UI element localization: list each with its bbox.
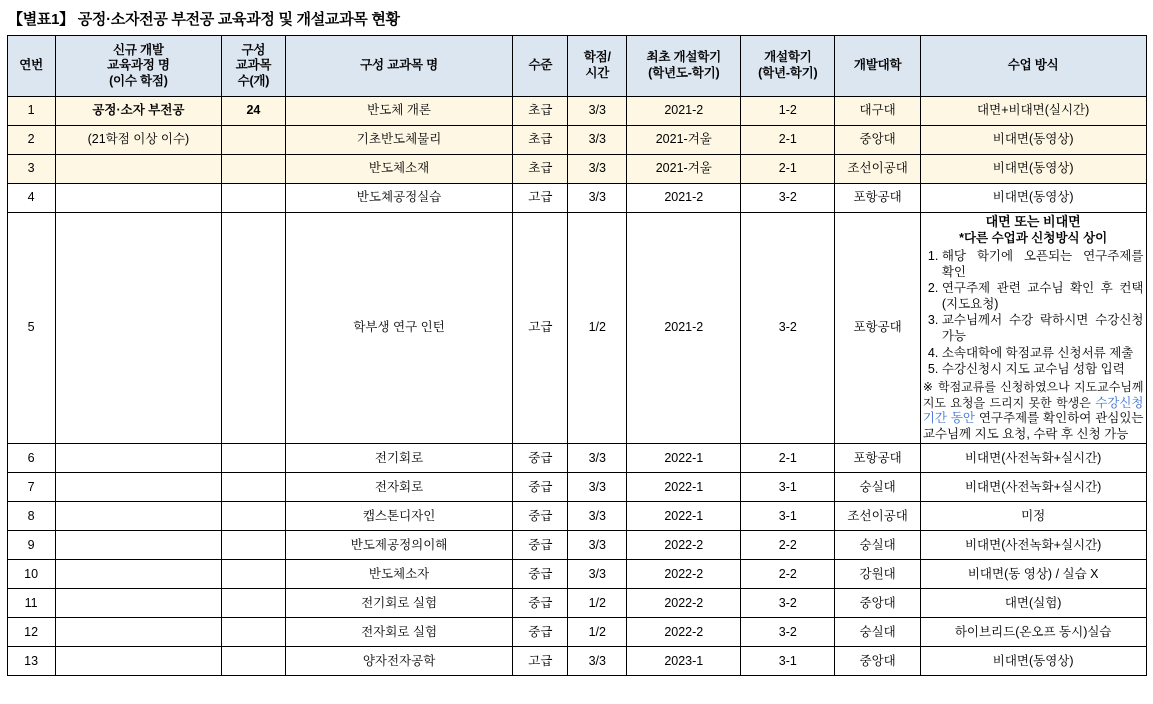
column-header-university: 개발대학 — [835, 36, 920, 97]
cell-first-semester: 2021-2 — [627, 97, 741, 126]
cell-level: 고급 — [513, 213, 568, 444]
cell-no: 5 — [7, 213, 55, 444]
cell-program — [55, 184, 221, 213]
cell-count — [222, 618, 286, 647]
cell-no: 8 — [7, 502, 55, 531]
cell-credit: 3/3 — [568, 126, 627, 155]
cell-first-semester: 2022-2 — [627, 589, 741, 618]
cell-credit: 3/3 — [568, 473, 627, 502]
page-title: 【별표1】 공정·소자전공 부전공 교육과정 및 개설교과목 현황 — [8, 11, 400, 28]
cell-program — [55, 589, 221, 618]
cell-program — [55, 618, 221, 647]
cell-count — [222, 184, 286, 213]
cell-semester: 3-2 — [741, 618, 835, 647]
table-row — [7, 213, 1146, 444]
method-heading: 대면 또는 비대면 — [985, 214, 1081, 229]
curriculum-table — [7, 35, 1147, 676]
cell-semester: 3-2 — [741, 184, 835, 213]
table-row — [7, 184, 1146, 213]
cell-subject: 반도쳬공정실습 — [285, 184, 513, 213]
cell-university: 포항공대 — [835, 444, 920, 473]
cell-count — [222, 213, 286, 444]
cell-method: 대면(실험) — [920, 589, 1146, 618]
cell-program — [55, 473, 221, 502]
cell-level: 초급 — [513, 126, 568, 155]
cell-semester: 3-2 — [741, 213, 835, 444]
cell-university: 포항공대 — [835, 184, 920, 213]
table-row — [7, 647, 1146, 676]
cell-level: 중급 — [513, 473, 568, 502]
cell-program — [55, 531, 221, 560]
cell-program — [55, 647, 221, 676]
cell-subject: 전기회로 실험 — [285, 589, 513, 618]
cell-university: 숭실대 — [835, 473, 920, 502]
cell-first-semester: 2021-2 — [627, 184, 741, 213]
cell-program: (21학점 이상 이수) — [55, 126, 221, 155]
cell-subject: 반도제공정의이해 — [285, 531, 513, 560]
cell-first-semester: 2022-1 — [627, 502, 741, 531]
column-header-program: 신규 개발 교육과정 명 (이수 학점) — [55, 36, 221, 97]
column-header-first-semester: 최초 개설학기 (학년도-학기) — [627, 36, 741, 97]
cell-first-semester: 2022-2 — [627, 560, 741, 589]
cell-level: 중급 — [513, 531, 568, 560]
column-header-no: 연번 — [7, 36, 55, 97]
table-row — [7, 531, 1146, 560]
cell-subject: 반도체소자 — [285, 560, 513, 589]
cell-semester: 2-1 — [741, 126, 835, 155]
method-note-prefix: ※ 학점교류를 신청하였으나 지도교수님께 지도 요청을 드리지 못한 학생은 — [922, 379, 1144, 410]
cell-university: 대구대 — [835, 97, 920, 126]
cell-semester: 1-2 — [741, 97, 835, 126]
cell-no: 13 — [7, 647, 55, 676]
cell-credit: 3/3 — [568, 647, 627, 676]
column-header-count: 구성 교과목 수(개) — [222, 36, 286, 97]
cell-credit: 3/3 — [568, 97, 627, 126]
cell-credit: 3/3 — [568, 560, 627, 589]
cell-subject: 기초반도체물리 — [285, 126, 513, 155]
cell-university: 중앙대 — [835, 589, 920, 618]
cell-no: 10 — [7, 560, 55, 589]
cell-level: 고급 — [513, 184, 568, 213]
cell-university: 숭실대 — [835, 618, 920, 647]
cell-level: 중급 — [513, 444, 568, 473]
cell-no: 9 — [7, 531, 55, 560]
cell-credit: 3/3 — [568, 444, 627, 473]
cell-count: 24 — [222, 97, 286, 126]
cell-university: 조선이공대 — [835, 155, 920, 184]
table-row — [7, 444, 1146, 473]
table-row — [7, 155, 1146, 184]
cell-program — [55, 502, 221, 531]
cell-first-semester: 2022-2 — [627, 618, 741, 647]
cell-program — [55, 155, 221, 184]
cell-method: 비대면(동영상) — [920, 155, 1146, 184]
column-header-method: 수업 방식 — [920, 36, 1146, 97]
cell-subject: 반도체소재 — [285, 155, 513, 184]
cell-credit: 1/2 — [568, 213, 627, 444]
cell-count — [222, 647, 286, 676]
cell-level: 초급 — [513, 97, 568, 126]
column-header-credit: 학점/ 시간 — [568, 36, 627, 97]
cell-no: 6 — [7, 444, 55, 473]
cell-subject: 반도체 개론 — [285, 97, 513, 126]
cell-first-semester: 2023-1 — [627, 647, 741, 676]
cell-program — [55, 444, 221, 473]
list-item: 4. 소속대학에 학점교류 신청서류 제출 — [942, 346, 1144, 362]
table-row — [7, 126, 1146, 155]
cell-first-semester: 2021-겨울 — [627, 155, 741, 184]
cell-level: 중급 — [513, 589, 568, 618]
cell-no: 11 — [7, 589, 55, 618]
method-subheading: *다른 수업과 신청방식 상이 — [959, 231, 1108, 246]
cell-credit: 1/2 — [568, 589, 627, 618]
cell-credit: 1/2 — [568, 618, 627, 647]
cell-level: 중급 — [513, 502, 568, 531]
cell-credit: 3/3 — [568, 502, 627, 531]
cell-university: 중앙대 — [835, 647, 920, 676]
cell-count — [222, 589, 286, 618]
method-note-suffix: 연구주제를 확인하여 관심있는 교수님께 지도 요청, 수락 후 신청 가능 — [922, 411, 1144, 441]
cell-level: 중급 — [513, 560, 568, 589]
cell-first-semester: 2021-겨울 — [627, 126, 741, 155]
cell-method: 비대면(사전녹화+실시간) — [920, 531, 1146, 560]
method-steps-list — [923, 249, 1144, 378]
cell-no: 7 — [7, 473, 55, 502]
method-note — [923, 380, 1144, 443]
cell-university: 숭실대 — [835, 531, 920, 560]
cell-program — [55, 560, 221, 589]
cell-count — [222, 502, 286, 531]
cell-method: 대면+비대면(실시간) — [920, 97, 1146, 126]
cell-university: 중앙대 — [835, 126, 920, 155]
cell-credit: 3/3 — [568, 155, 627, 184]
cell-semester: 3-2 — [741, 589, 835, 618]
cell-semester: 3-1 — [741, 502, 835, 531]
cell-subject: 캡스톤디자인 — [285, 502, 513, 531]
cell-first-semester: 2022-1 — [627, 473, 741, 502]
cell-method-detailed — [920, 213, 1146, 444]
cell-no: 2 — [7, 126, 55, 155]
cell-credit: 3/3 — [568, 531, 627, 560]
cell-method: 미정 — [920, 502, 1146, 531]
cell-count — [222, 126, 286, 155]
cell-program: 공정·소자 부전공 — [55, 97, 221, 126]
cell-semester: 3-1 — [741, 473, 835, 502]
cell-method: 비대면(동영상) — [920, 647, 1146, 676]
cell-first-semester: 2021-2 — [627, 213, 741, 444]
table-row — [7, 97, 1146, 126]
cell-semester: 2-2 — [741, 531, 835, 560]
cell-method: 하이브리드(온오프 동시)실습 — [920, 618, 1146, 647]
cell-university: 강원대 — [835, 560, 920, 589]
cell-count — [222, 531, 286, 560]
cell-method: 비대면(동영상) — [920, 126, 1146, 155]
cell-first-semester: 2022-2 — [627, 531, 741, 560]
cell-count — [222, 473, 286, 502]
cell-university: 포항공대 — [835, 213, 920, 444]
cell-count — [222, 560, 286, 589]
cell-university: 조선이공대 — [835, 502, 920, 531]
table-row — [7, 589, 1146, 618]
table-body — [7, 97, 1146, 676]
cell-subject: 전기회로 — [285, 444, 513, 473]
cell-method: 비대면(동영상) — [920, 184, 1146, 213]
table-row — [7, 473, 1146, 502]
column-header-level: 수준 — [513, 36, 568, 97]
cell-count — [222, 444, 286, 473]
table-header-row — [7, 36, 1146, 97]
cell-program — [55, 213, 221, 444]
column-header-subject: 구성 교과목 명 — [285, 36, 513, 97]
cell-first-semester: 2022-1 — [627, 444, 741, 473]
cell-no: 12 — [7, 618, 55, 647]
cell-subject: 양자전자공학 — [285, 647, 513, 676]
cell-level: 고급 — [513, 647, 568, 676]
table-row — [7, 502, 1146, 531]
cell-no: 4 — [7, 184, 55, 213]
list-item: 5. 수강신청시 지도 교수님 성함 입력 — [942, 362, 1144, 378]
cell-subject: 전자회로 실험 — [285, 618, 513, 647]
cell-count — [222, 155, 286, 184]
cell-method: 비대면(사전녹화+실시간) — [920, 444, 1146, 473]
cell-method: 비대면(사전녹화+실시간) — [920, 473, 1146, 502]
cell-method: 비대면(동 영상) / 실습 X — [920, 560, 1146, 589]
cell-subject: 전자회로 — [285, 473, 513, 502]
table-row — [7, 560, 1146, 589]
table-row — [7, 618, 1146, 647]
cell-level: 중급 — [513, 618, 568, 647]
cell-semester: 2-1 — [741, 444, 835, 473]
column-header-semester: 개설학기 (학년-학기) — [741, 36, 835, 97]
cell-subject: 학부생 연구 인턴 — [285, 213, 513, 444]
cell-level: 초급 — [513, 155, 568, 184]
cell-credit: 3/3 — [568, 184, 627, 213]
cell-no: 1 — [7, 97, 55, 126]
list-item: 2. 연구주제 관련 교수님 확인 후 컨택(지도요청) — [942, 281, 1144, 312]
method-note-highlight: 수강신청 기간 동안 — [922, 395, 1144, 426]
cell-semester: 2-2 — [741, 560, 835, 589]
cell-semester: 2-1 — [741, 155, 835, 184]
list-item: 3. 교수님께서 수강 락하시면 수강신청 가능 — [942, 313, 1144, 344]
cell-no: 3 — [7, 155, 55, 184]
cell-semester: 3-1 — [741, 647, 835, 676]
list-item: 1. 해당 학기에 오픈되는 연구주제를 확인 — [942, 249, 1144, 280]
